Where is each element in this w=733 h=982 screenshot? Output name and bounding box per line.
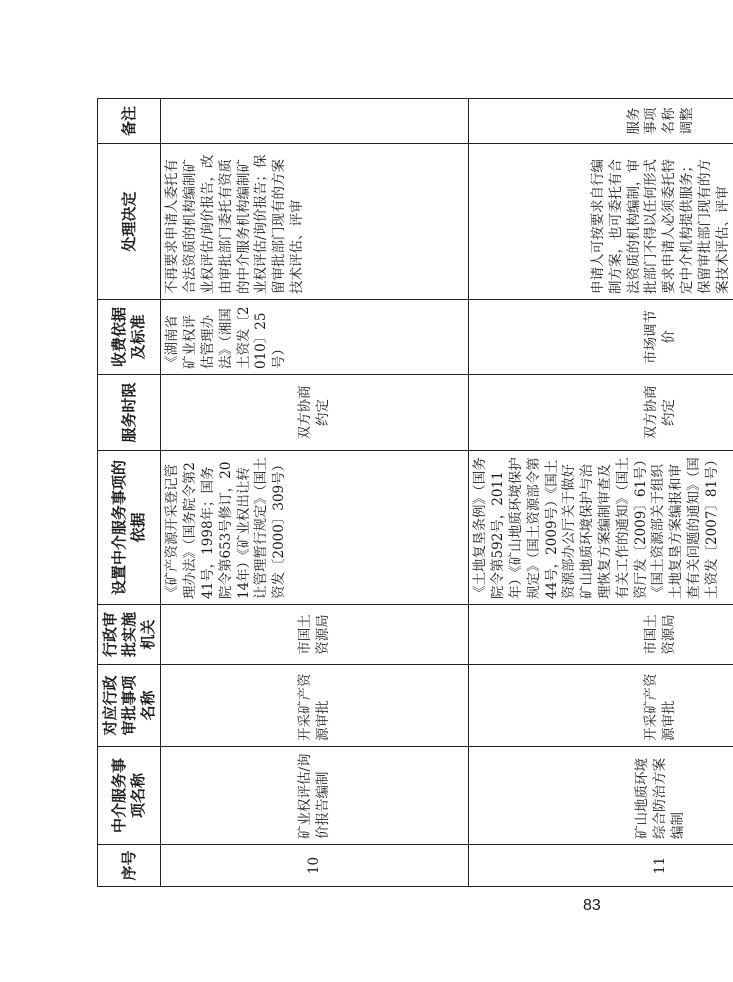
cell-basis: 《土地复垦条例》（国务院令第592号，2011年）《矿山地质环境保护规定》（国土资源部令第44号，2009号）《国土资源部办公厅关于做好矿山地质环境保护与治理恢复方案编制审查及有关工作的通知》（国土资厅发〔2009〕61号）《国土资源部关于组织土地复垦方案编报和审查有关问题的通知》（国土资发〔2007〕81号） — [469, 451, 733, 605]
cell-service-name: 矿业权评估/询价报告编制 — [161, 747, 469, 845]
cell-decision: 不再要求申请人委托有合法资质的机构编制矿业权评估/询价报告，改由审批部门委托有资质的中介服务机构编制矿业权评估/询价报告；保留审批部门现有的方案技术评估、评审 — [161, 144, 469, 300]
table-row — [161, 99, 469, 887]
header-approval-item: 对应行政审批事项名称 — [98, 665, 161, 747]
service-items-table — [97, 98, 733, 887]
header-basis: 设置中介服务事项的依据 — [98, 451, 161, 605]
header-fee-basis: 收费依据及标准 — [98, 300, 161, 375]
cell-approval-dept: 市国土资源局 — [161, 605, 469, 665]
cell-seq: 11 — [469, 845, 733, 887]
cell-remark: 服务事项名称调整 — [469, 99, 733, 144]
service-items-table-wrapper — [97, 99, 733, 887]
cell-time-limit: 双方协商约定 — [161, 375, 469, 451]
cell-remark — [161, 99, 469, 144]
table-header-row — [98, 99, 161, 887]
cell-basis: 《矿产资源开采登记管理办法》（国务院令第241号，1998年；国务院令第653号修订，2014年）《矿业权出让转让管理暂行规定》（国土资发〔2000〕309号） — [161, 451, 469, 605]
header-decision: 处理决定 — [98, 144, 161, 300]
cell-service-name: 矿山地质环境综合防治方案编制 — [469, 747, 733, 845]
header-remark: 备注 — [98, 99, 161, 144]
cell-decision: 申请人可按要求自行编制方案，也可委托有合法资质的机构编制，审批部门不得以任何形式要求申请人必须委托特定中介机构提供服务；保留审批部门现有的方案技术评估、评审 — [469, 144, 733, 300]
header-time-limit: 服务时限 — [98, 375, 161, 451]
header-approval-dept: 行政审批实施机关 — [98, 605, 161, 665]
cell-fee-basis: 市场调节价 — [469, 300, 733, 375]
cell-approval-dept: 市国土资源局 — [469, 605, 733, 665]
cell-approval-item: 开采矿产资源审批 — [469, 665, 733, 747]
cell-seq: 10 — [161, 845, 469, 887]
page-number: 83 — [583, 897, 601, 914]
header-seq: 序号 — [98, 845, 161, 887]
table-row — [469, 99, 733, 887]
cell-approval-item: 开采矿产资源审批 — [161, 665, 469, 747]
cell-time-limit: 双方协商约定 — [469, 375, 733, 451]
header-service-name: 中介服务事项名称 — [98, 747, 161, 845]
cell-fee-basis: 《湖南省矿业权评估管理办法》（湘国土资发〔2010〕25号） — [161, 300, 469, 375]
